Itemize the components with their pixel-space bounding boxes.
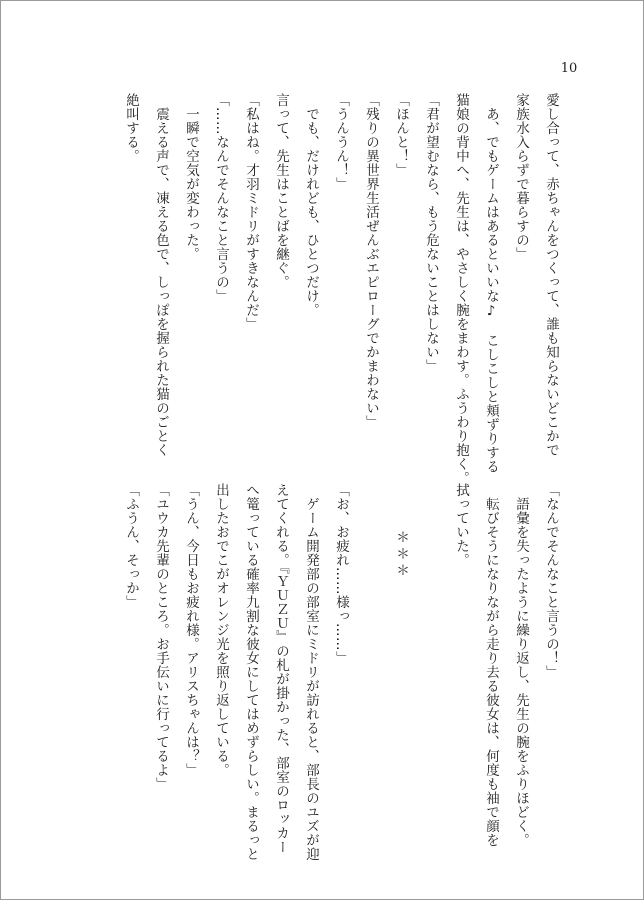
text-line: へ篭っている確率九割な彼女にしてはめずらしい。まるっと <box>243 483 259 861</box>
text-line: 「残りの異世界生活ぜんぶエピローグでかまわない」 <box>363 93 379 429</box>
text-line: 愛し合って、赤ちゃんをつくって、誰も知らないどこかで <box>543 93 559 457</box>
page-number: 10 <box>560 61 578 76</box>
text-line: 震える声で、凍える色で、しっぽを握られた猫のごとく <box>153 106 169 457</box>
text-line: えてくれる。『ＹＵＺＵ』の札が掛かった、部室のロッカー <box>273 483 289 855</box>
text-line: 言って、先生はことばを継ぐ。 <box>273 93 289 289</box>
text-line: 語彙を失ったように繰り返し、先生の腕をふりほどく。 <box>513 496 529 847</box>
text-line <box>416 483 446 843</box>
text-line: 「ユウカ先輩のところ。お手伝いに行ってるよ」 <box>153 483 169 791</box>
text-block-bottom <box>116 483 566 861</box>
text-line: あ、でもゲームはあるといいな♪ こしこしと頬ずりする <box>483 106 499 473</box>
text-line: 転びそうになりながら走り去る彼女は、何度も袖で顔を <box>483 496 499 847</box>
text-line: 「私はね。才羽ミドリがすきなんだ」 <box>243 93 259 331</box>
text-line: 「……なんでそんなこと言うの」 <box>213 93 229 303</box>
scene-separator: ＊＊＊ <box>393 530 409 580</box>
text-line: 「ふうん、そっか」 <box>123 483 139 609</box>
text-line: 「なんでそんなこと言うの！」 <box>543 483 559 679</box>
text-line <box>356 483 386 843</box>
text-line: 拭っていた。 <box>453 483 469 567</box>
text-line: 一瞬で空気が変わった。 <box>183 106 199 261</box>
text-line: 出したおでこがオレンジ光を照り返している。 <box>213 483 229 777</box>
text-line: 「ほんと！」 <box>393 93 409 177</box>
text-line: 「うん、今日もお疲れ様。アリスちゃんは？」 <box>183 483 199 777</box>
text-block-top <box>116 93 566 485</box>
text-line: 「お、お疲れ……様っ……」 <box>333 483 349 665</box>
text-line: ゲーム開発部の部室にミドリが訪れると、部長のユズが迎 <box>303 496 319 861</box>
text-line: 猫娘の背中へ、先生は、やさしく腕をまわす。ふうわり抱く。 <box>453 93 469 485</box>
text-line: 家族水入らずで暮らすの」 <box>513 93 529 261</box>
text-line: 「君が望むなら、もう危ないことはしない」 <box>423 93 439 373</box>
text-line: 「うんうん！」 <box>333 93 349 191</box>
text-line: でも、だけれども、ひとつだけ。 <box>303 106 319 317</box>
text-line: 絶叫する。 <box>123 93 139 163</box>
